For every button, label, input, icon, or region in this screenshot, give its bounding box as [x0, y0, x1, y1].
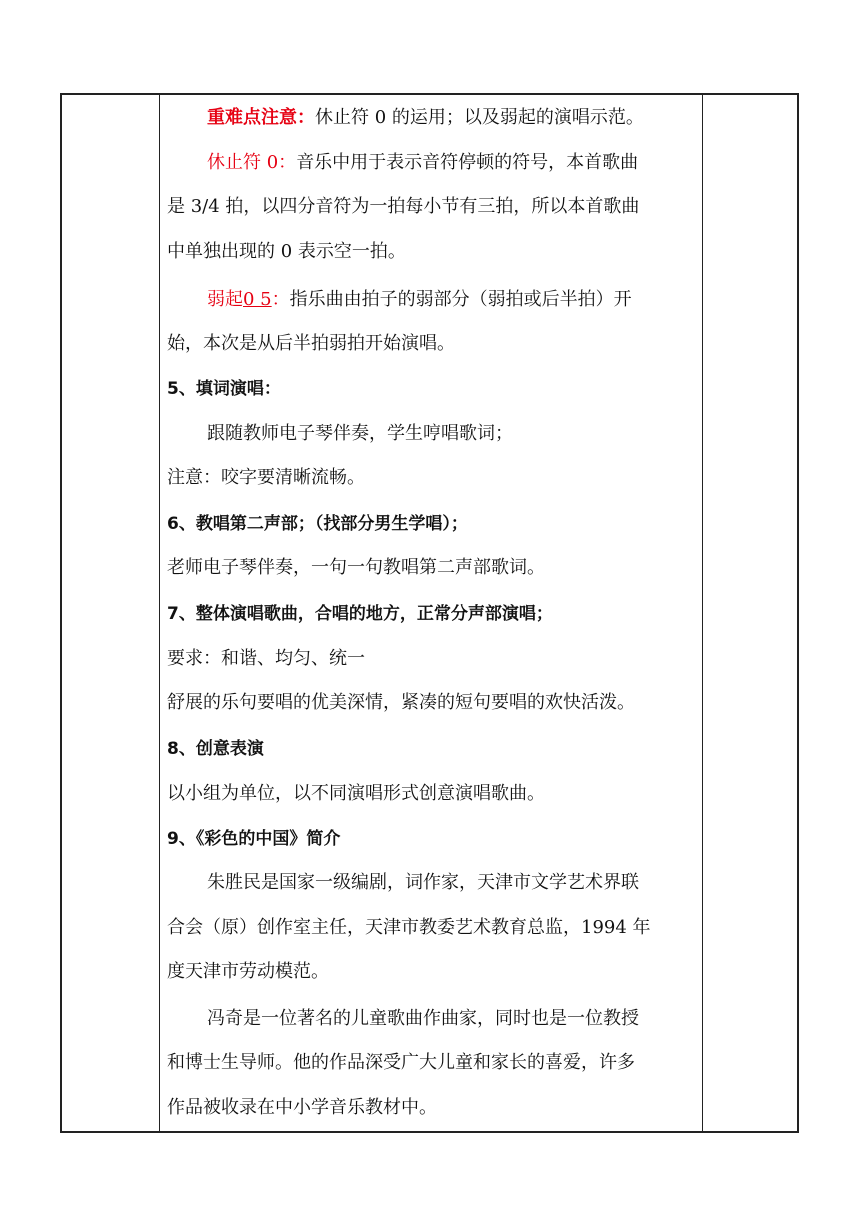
- key-point-text: 休止符 0 的运用；以及弱起的演唱示范。: [315, 107, 644, 128]
- section-6-heading: 6、教唱第二声部；（找部分男生学唱）；: [167, 514, 468, 534]
- rest-symbol-line-2: 是 3/4 拍，以四分音符为一拍每小节有三拍，所以本首歌曲: [167, 196, 640, 217]
- composer-line-1: 冯奇是一位著名的儿童歌曲作曲家，同时也是一位教授: [207, 1008, 639, 1029]
- pickup-colon: ：: [271, 289, 290, 310]
- section-6-text: 老师电子琴伴奏，一句一句教唱第二声部歌词。: [167, 557, 545, 578]
- rest-symbol-label: 休止符 0：: [207, 152, 297, 173]
- section-7-heading: 7、整体演唱歌曲，合唱的地方，正常分声部演唱；: [167, 604, 553, 624]
- pickup-line-1: [207, 288, 632, 312]
- lyricist-line-2: 合会（原）创作室主任，天津市教委艺术教育总监，1994 年: [167, 917, 651, 938]
- pickup-line-2: 始，本次是从后半拍弱拍开始演唱。: [167, 333, 455, 354]
- key-point-label: 重难点注意：: [207, 107, 315, 128]
- rest-symbol-line-3: 中单独出现的 0 表示空一拍。: [167, 241, 406, 262]
- rest-symbol-line-1: [207, 151, 638, 175]
- section-9-heading: 9、《彩色的中国》简介: [167, 829, 341, 849]
- section-8-text: 以小组为单位，以不同演唱形式创意演唱歌曲。: [167, 783, 545, 804]
- section-7-text: 舒展的乐句要唱的优美深情，紧凑的短句要唱的欢快活泼。: [167, 692, 635, 713]
- composer-line-2: 和博士生导师。他的作品深受广大儿童和家长的喜爱，许多: [167, 1052, 635, 1073]
- section-7-requirement: 要求：和谐、均匀、统一: [167, 648, 365, 669]
- pickup-label: 弱起: [207, 289, 243, 310]
- composer-line-3: 作品被收录在中小学音乐教材中。: [167, 1097, 437, 1118]
- lyricist-line-3: 度天津市劳动模范。: [167, 961, 329, 982]
- key-point-paragraph: [207, 106, 644, 130]
- lyricist-line-1: 朱胜民是国家一级编剧，词作家，天津市文学艺术界联: [207, 872, 639, 893]
- pickup-notation: 0 5: [243, 289, 272, 310]
- section-5-note: 注意：咬字要清晰流畅。: [167, 467, 365, 488]
- rest-symbol-text-1: 音乐中用于表示音符停顿的符号，本首歌曲: [296, 152, 639, 173]
- section-8-heading: 8、创意表演: [167, 739, 264, 759]
- column-divider-right: [702, 95, 703, 1131]
- pickup-text-1: 指乐曲由拍子的弱部分（弱拍或后半拍）开: [289, 289, 632, 310]
- section-5-heading: 5、填词演唱：: [167, 379, 281, 399]
- section-5-text: 跟随教师电子琴伴奏，学生哼唱歌词；: [207, 423, 513, 444]
- column-divider-left: [159, 95, 160, 1131]
